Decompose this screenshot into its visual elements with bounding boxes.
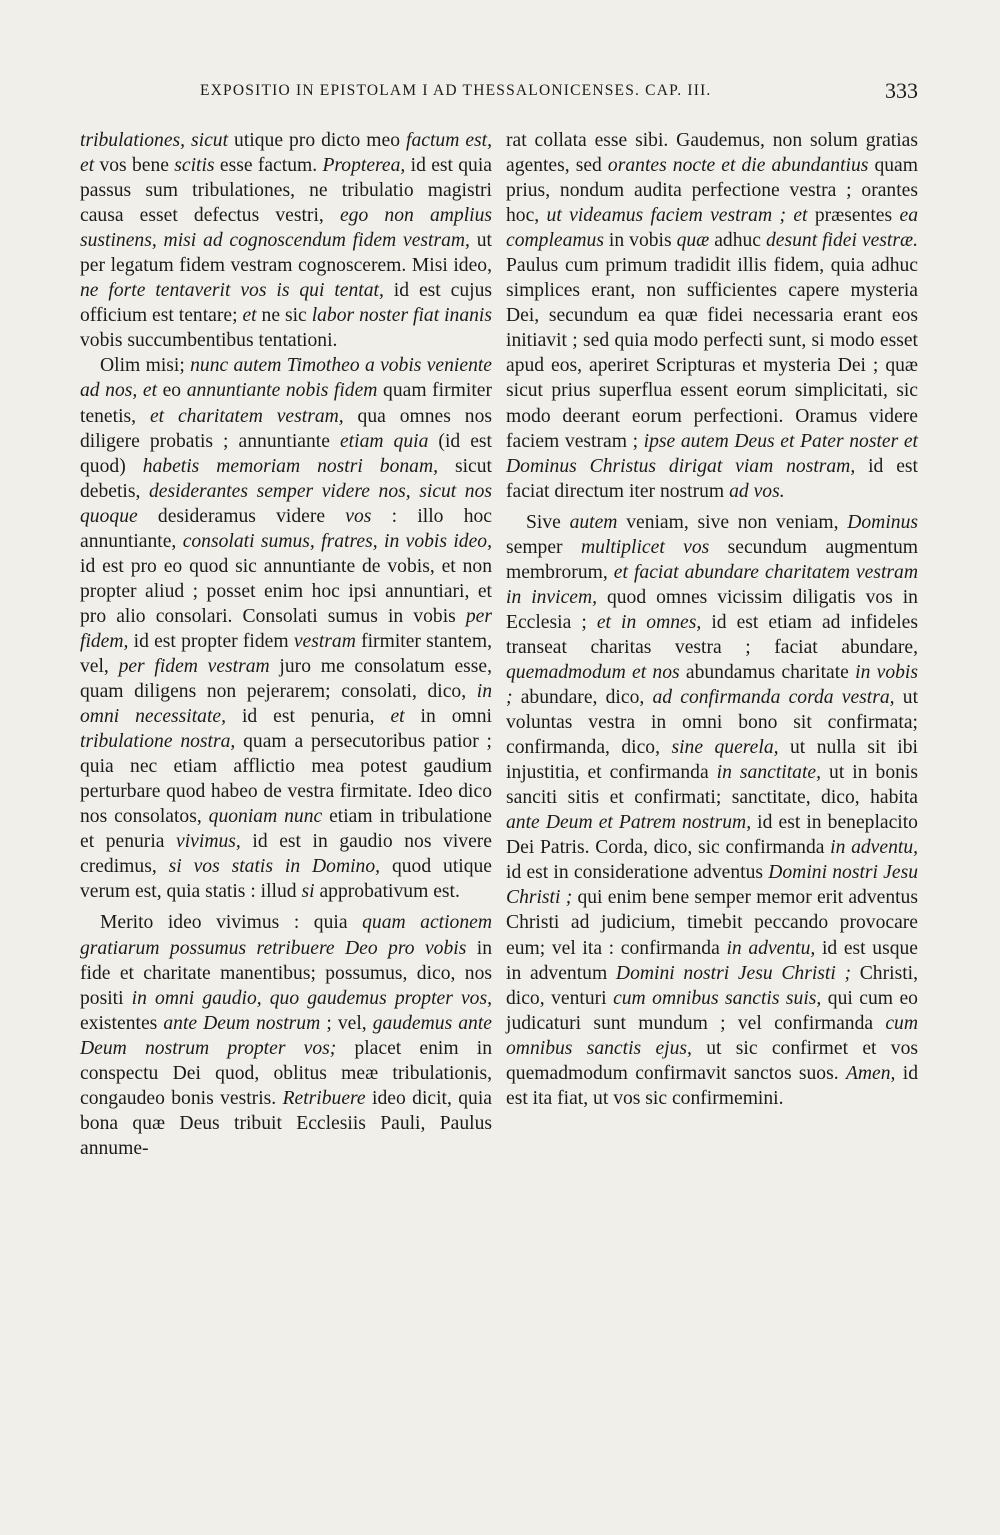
text-run: id est ita fiat, ut vos sic confirmemini. (506, 1062, 918, 1109)
running-head: EXPOSITIO IN EPISTOLAM I AD THESSALONICENSES. CAP. III. (200, 82, 712, 99)
text-run: Christi, dico, venturi (506, 962, 918, 1009)
text-run: : illo hoc annuntiante, (80, 505, 492, 552)
italic-text: quæ (676, 230, 710, 252)
italic-text: gaudemus ante Deum nostrum propter vos; (80, 1012, 492, 1059)
text-run: vos bene (94, 155, 175, 177)
text-run: id est propter fidem (128, 630, 294, 652)
text-run: id est usque in adventum (506, 937, 918, 984)
text-run: veniam, sive non veniam, (617, 511, 848, 533)
italic-text: Propterea, (322, 155, 406, 177)
text-run: quam a persecutoribus patior ; quia nec etiam afflictio mea potest gaudium perturbare quod habeo de vestra firmitate. Ideo dico nos consolatos, (80, 731, 492, 828)
paragraph (80, 353, 492, 904)
text-run: etiam in tribulatione et penuria (80, 806, 492, 853)
text-run: desideramus videre (137, 505, 346, 527)
italic-text: et (242, 305, 257, 327)
text-run: quod omnes vicissim diligatis vos in Ecclesia ; (506, 586, 918, 633)
italic-text: in vobis ; (506, 661, 918, 709)
text-run: approbativum est. (314, 881, 460, 903)
text-run: juro me consolatum esse, quam diligens non pejerarem; consolati, dico, (80, 655, 492, 703)
italic-text: ad confirmanda corda vestra, (652, 687, 895, 709)
text-run: Merito ideo vivimus : quia (100, 912, 363, 934)
text-run: adhuc (709, 230, 766, 252)
italic-text: in adventu, (726, 937, 816, 959)
italic-text: per fidem, (80, 605, 492, 652)
text-run: id est in consideratione adventus (506, 862, 769, 884)
text-run: qui enim bene semper memor erit adventus Christi ad judicium, timebit peccando provocare eum; vel ita : confirmanda (506, 887, 918, 959)
italic-text: in sanctitate, (716, 762, 822, 784)
text-run: ut voluntas vestra in omni bono sit confirmata; confirmanda, dico, (506, 687, 919, 759)
text-run: qua omnes nos diligere probatis ; annuntiante (80, 405, 492, 452)
text-run: secundum augmentum membrorum, (506, 536, 918, 583)
text-run: semper (506, 536, 581, 558)
italic-text: si vos statis in Domino, (168, 856, 381, 878)
text-run: id est cujus officium est tentare; (80, 280, 492, 327)
italic-text: et (390, 706, 405, 728)
italic-text: vestram (293, 630, 356, 652)
text-run: vobis succumbentibus tentationi. (80, 330, 338, 352)
right-column (506, 128, 918, 1111)
italic-text: quam actionem gratiarum possumus retribuere Deo pro vobis (80, 912, 492, 959)
text-run: Paulus cum primum tradidit illis fidem, quia adhuc simplices erant, non sufficientes capere mysteria Dei, secundum ea quæ fidei necessaria erant eos initiavit ; sed quia modo perfecti sunt, si modo esset apud eos, aperiret Scripturas et mysteria Dei ; quæ sicut prius superflua essent eorum simplicitati, sic modo deerant eorum perfectioni. Oramus videre faciem vestram ; (506, 255, 918, 452)
left-column (80, 128, 492, 1161)
text-run: qui cum eo judicaturi sunt mundum ; vel confirmanda (506, 987, 918, 1034)
text-run: quam prius, nondum audita perfectione vestra ; orantes hoc, (506, 155, 918, 227)
text-run: firmiter stantem, vel, (80, 630, 492, 677)
text-run: in fide et charitate manentibus; possumus, dico, nos positi (80, 937, 492, 1009)
italic-text: et faciat abundare charitatem vestram in invicem, (506, 561, 919, 608)
paragraph (80, 910, 492, 1160)
italic-text: factum est, et (80, 130, 492, 177)
text-run: ideo dicit, quia bona quæ Deus tribuit Ecclesiis Pauli, Paulus annume- (80, 1087, 492, 1159)
italic-text: vos (345, 505, 372, 527)
italic-text: cum omnibus sanctis ejus, (506, 1012, 918, 1059)
text-run: id est penuria, (226, 706, 391, 728)
text-run: utique pro dicto meo (228, 130, 407, 151)
italic-text: et charitatem vestram, (149, 405, 344, 427)
text-run: eo (157, 380, 187, 402)
text-run: ut nulla sit ibi injustitia, et confirmanda (506, 737, 918, 784)
text-run: ne sic (256, 305, 312, 327)
italic-text: scitis (174, 155, 215, 177)
text-run: id est in gaudio nos vivere credimus, (80, 831, 492, 878)
italic-text: ut videamus faciem vestram ; et (546, 205, 808, 227)
italic-text: ante Deum et Patrem nostrum, (506, 812, 752, 834)
italic-text: sine querela, (671, 737, 779, 759)
italic-text: quemadmodum et nos (506, 661, 680, 683)
italic-text: ante Deum nostrum (163, 1012, 321, 1034)
italic-text: desiderantes semper videre nos, sicut nos quoque (80, 480, 492, 527)
text-run: ut in bonis sanciti sitis et confirmati; sanctitate, dico, habita (506, 762, 918, 809)
italic-text: quoniam nunc (208, 806, 323, 828)
paragraph (506, 128, 918, 504)
italic-text: ne forte tentaverit vos is qui tentat, (80, 280, 384, 302)
text-run: abundare, dico, (512, 687, 653, 709)
text-run: (id est quod) (80, 430, 492, 477)
italic-text: ego non amplius sustinens, misi ad cognoscendum fidem vestram, (80, 205, 493, 252)
text-run: sicut debetis, (80, 455, 492, 502)
italic-text: nunc autem Timotheo a vobis veniente ad nos, et (80, 355, 493, 402)
text-run: abundamus charitate (679, 661, 856, 683)
italic-text: Domini nostri Jesu Christi ; (506, 862, 918, 909)
text-run: esse factum. (214, 155, 323, 177)
italic-text: habetis memoriam nostri bonam, (142, 455, 439, 477)
text-run: ut per legatum fidem vestram cognoscerem. Misi ideo, (80, 230, 493, 277)
italic-text: si (301, 881, 315, 903)
italic-text: vivimus, (176, 831, 241, 853)
italic-text: Amen, (845, 1062, 896, 1084)
paragraph (506, 510, 918, 1111)
text-run: id est quia passus sum tribulationes, ne tribulatio magistri causa esset defectus vestri, (80, 155, 492, 227)
italic-text: in omni gaudio, quo gaudemus propter vos, (131, 987, 492, 1009)
italic-text: in omni necessitate, (80, 681, 492, 728)
italic-text: multiplicet vos (580, 536, 710, 558)
text-run: ut sic confirmet et vos quemadmodum confirmavit sanctos suos. (506, 1037, 918, 1084)
paragraph (80, 128, 492, 353)
italic-text: tribulationes, sicut (80, 130, 229, 151)
text-run: quod utique verum est, quia statis : illud (80, 856, 492, 903)
text-run: rat collata esse sibi. Gaudemus, non solum gratias agentes, sed (506, 130, 918, 177)
italic-text: ad vos. (729, 480, 785, 502)
text-run: placet enim in conspectu Dei quod, oblitus meæ tribulationis, congaudeo bonis vestris. (80, 1037, 492, 1109)
text-run: in omni (404, 706, 492, 728)
italic-text: autem (569, 511, 618, 533)
italic-text: consolati sumus, fratres, in vobis ideo, (182, 530, 492, 552)
text-run: id est faciat directum iter nostrum (506, 455, 918, 502)
text-run: Sive (526, 511, 570, 533)
text-run: Olim misi; (100, 355, 191, 377)
italic-text: per fidem vestram (118, 655, 270, 677)
italic-text: ea compleamus (506, 205, 918, 252)
text-run: quam firmiter tenetis, (80, 380, 492, 427)
text-run: id est etiam ad infideles transeat charitas vestra ; faciat abundare, (506, 611, 918, 658)
page-number: 333 (885, 78, 918, 103)
italic-text: Dominus (847, 511, 918, 533)
text-run: in vobis (603, 230, 677, 252)
text-run: ; vel, (320, 1012, 373, 1034)
text-run: existentes (80, 1012, 164, 1034)
italic-text: tribulatione nostra, (80, 731, 236, 753)
text-run: præsentes (807, 205, 900, 227)
italic-text: etiam quia (339, 430, 429, 452)
italic-text: Retribuere (282, 1087, 366, 1109)
text-run: id est pro eo quod sic annuntiante de vobis, et non propter aliud ; posset enim hoc ipsi annuntiari, et pro alio consolari. Consolati sumus in vobis (80, 555, 492, 627)
italic-text: et in omnes, (596, 611, 702, 633)
italic-text: cum omnibus sanctis suis, (613, 987, 822, 1009)
italic-text: orantes nocte et die abundantius (607, 155, 869, 177)
italic-text: in adventu, (830, 837, 919, 859)
italic-text: desunt fidei vestræ. (765, 230, 918, 252)
italic-text: annuntiante nobis fidem (186, 380, 378, 402)
italic-text: ipse autem Deus et Pater noster et Dominus Christus dirigat viam nostram, (506, 430, 918, 477)
italic-text: Domini nostri Jesu Christi ; (615, 962, 852, 984)
page-header (80, 78, 918, 112)
text-run: id est in beneplacito Dei Patris. Corda, dico, sic confirmanda (506, 812, 918, 859)
italic-text: labor noster fiat inanis (311, 305, 492, 327)
